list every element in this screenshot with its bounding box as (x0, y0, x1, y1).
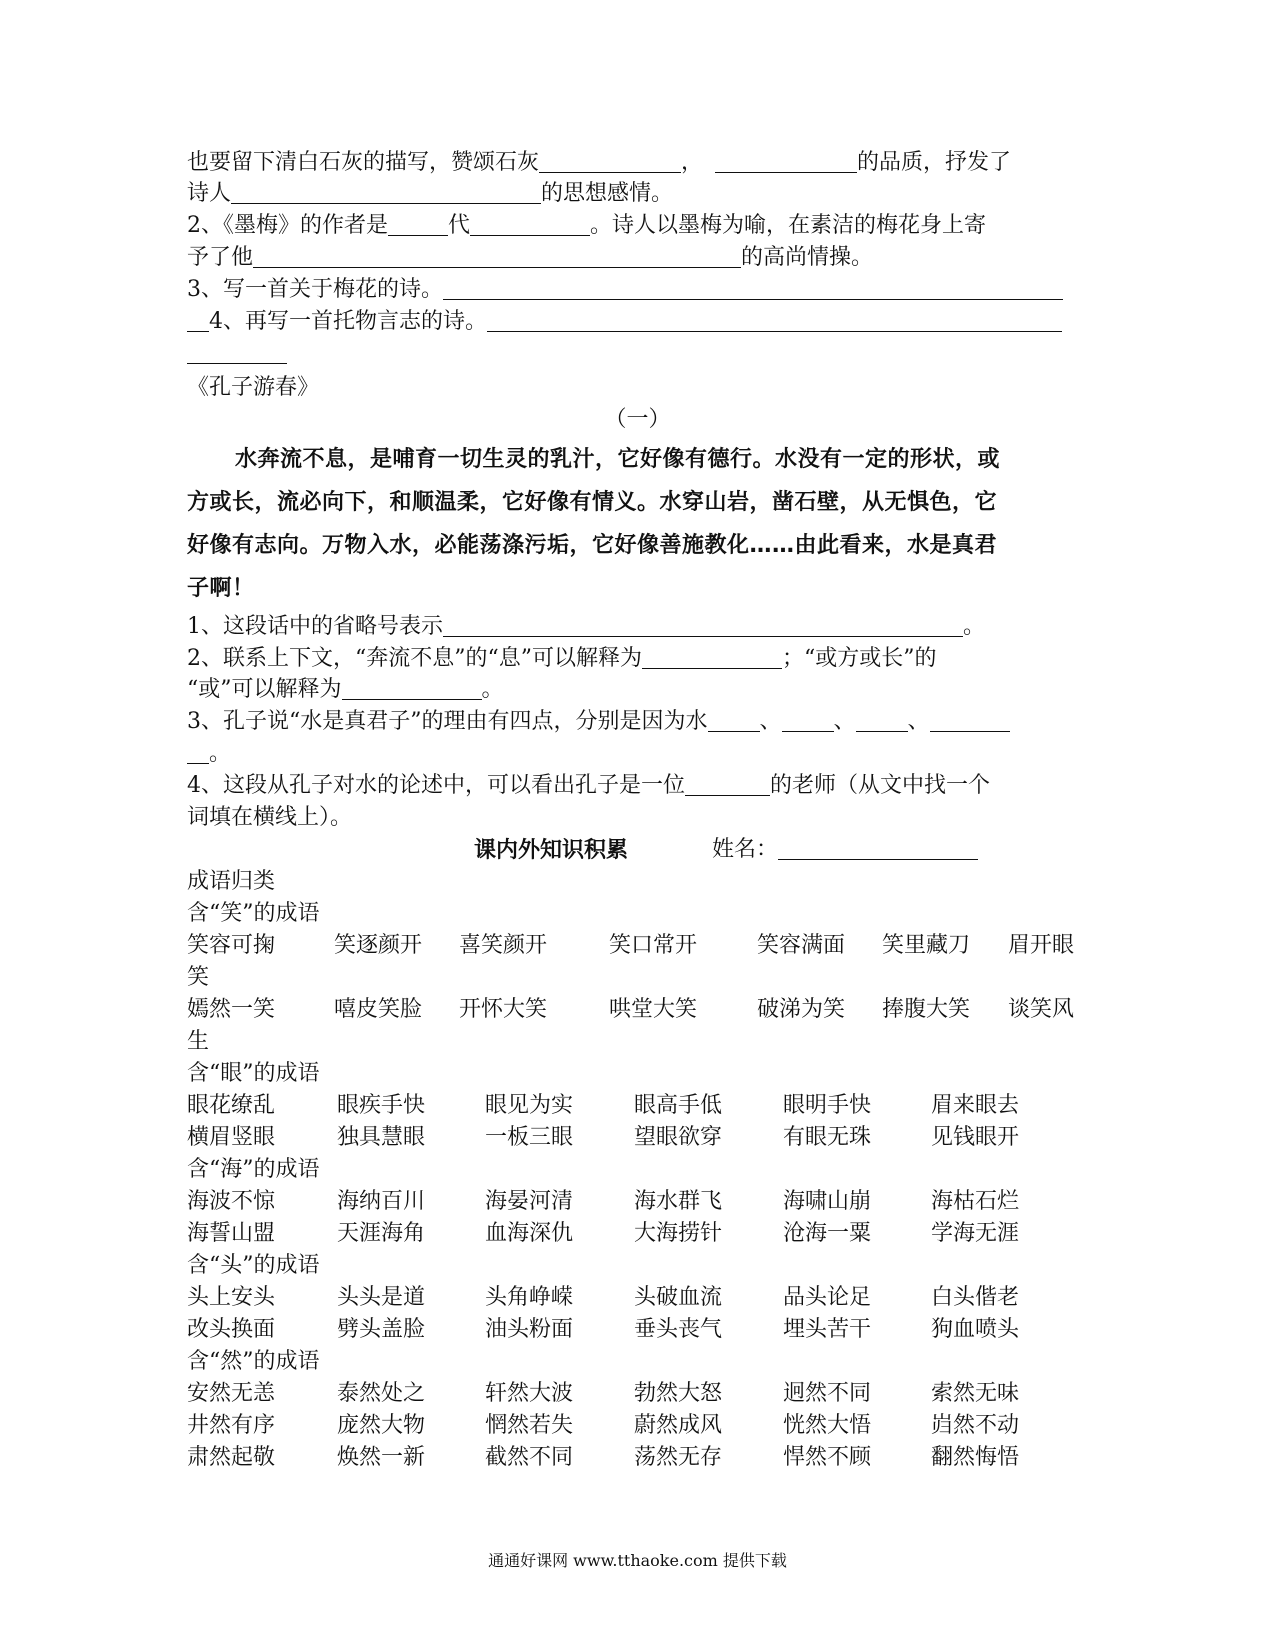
idiom-item: 眼疾手快 (337, 1093, 426, 1118)
poem-line-4 (187, 244, 1087, 272)
answer-blank[interactable] (487, 309, 1062, 332)
idiom-item: 海水群飞 (634, 1189, 723, 1214)
question-2-cont (187, 676, 1087, 704)
idiom-item: 捧腹大笑 (882, 997, 971, 1022)
idiom-item: 悍然不顾 (783, 1445, 872, 1470)
question-3-cont (187, 740, 1087, 768)
answer-blank[interactable] (253, 245, 741, 268)
idiom-item: 轩然大波 (485, 1381, 574, 1406)
answer-blank[interactable] (443, 614, 963, 637)
category-label: 成语归类 (187, 869, 276, 894)
text: 。 (963, 614, 986, 639)
idiom-item: 有眼无珠 (783, 1125, 872, 1150)
idiom-item: 海誓山盟 (187, 1221, 276, 1246)
idiom-item: 肃然起敬 (187, 1445, 276, 1470)
poem-line-1 (187, 149, 1087, 177)
knowledge-title: 课内外知识积累 (474, 837, 629, 863)
answer-blank[interactable] (342, 677, 482, 700)
idiom-item: 眉来眼去 (931, 1093, 1020, 1118)
question-1 (187, 613, 1087, 641)
idiom-item: 迥然不同 (783, 1381, 872, 1406)
name-label: 姓名： (712, 837, 779, 862)
idiom-item: 索然无味 (931, 1381, 1020, 1406)
idiom-item: 学海无涯 (931, 1221, 1020, 1246)
idiom-item: 安然无恙 (187, 1381, 276, 1406)
text: 代 (448, 213, 471, 238)
answer-blank[interactable] (187, 341, 287, 364)
idiom-item: 惘然若失 (485, 1413, 574, 1438)
idiom-item: 荡然无存 (634, 1445, 723, 1470)
poem-line-5 (187, 276, 1087, 304)
idiom-item: 改头换面 (187, 1317, 276, 1342)
idiom-item: 岿然不动 (931, 1413, 1020, 1438)
idiom-item: 谈笑风 (1008, 997, 1075, 1022)
text: 。 (209, 741, 232, 766)
idiom-item: 独具慧眼 (337, 1125, 426, 1150)
answer-blank[interactable] (685, 773, 770, 796)
text: 也要留下清白石灰的描写，赞颂石灰 (187, 150, 540, 175)
text: 、 (833, 709, 856, 734)
idiom-item: 蔚然成风 (634, 1413, 723, 1438)
text: 予了他 (187, 245, 254, 270)
idiom-item: 白头偕老 (931, 1285, 1020, 1310)
text: 的思想感情。 (541, 181, 674, 206)
text: ；“或方或长”的 (782, 646, 937, 671)
idiom-item: 见钱眼开 (931, 1125, 1020, 1150)
part-number: （一） (604, 407, 671, 432)
idiom-item: 开怀大笑 (459, 997, 548, 1022)
idiom-item: 庞然大物 (337, 1413, 426, 1438)
idiom-item: 恍然大悟 (783, 1413, 872, 1438)
idiom-item: 劈头盖脸 (337, 1317, 426, 1342)
name-blank[interactable] (778, 837, 978, 860)
answer-blank[interactable] (470, 213, 590, 236)
idiom-item: 眼花缭乱 (187, 1093, 276, 1118)
idiom-item: 海枯石烂 (931, 1189, 1020, 1214)
answer-blank[interactable] (187, 309, 209, 332)
text: 4、再写一首托物言志的诗。 (209, 309, 487, 334)
idiom-item: 沧海一粟 (783, 1221, 872, 1246)
text: 3、写一首关于梅花的诗。 (187, 277, 443, 302)
answer-blank[interactable] (231, 181, 541, 204)
answer-blank[interactable] (642, 646, 782, 669)
poem-line-6 (187, 308, 1087, 336)
text: ， (681, 150, 704, 175)
text: 2、《墨梅》的作者是 (187, 213, 388, 238)
section-title: 《孔子游春》 (187, 375, 320, 400)
idiom-item: 品头论足 (783, 1285, 872, 1310)
question-4 (187, 772, 1087, 800)
question-3 (187, 708, 1087, 736)
idiom-item: 喜笑颜开 (459, 933, 548, 958)
idiom-item: 血海深仇 (485, 1221, 574, 1246)
answer-blank[interactable] (856, 709, 908, 732)
idiom-item: 笑逐颜开 (334, 933, 423, 958)
group-heading: 含“海”的成语 (187, 1157, 320, 1182)
text: 的高尚情操。 (741, 245, 874, 270)
idiom-item: 海晏河清 (485, 1189, 574, 1214)
text: 诗人 (187, 181, 232, 206)
question-2 (187, 645, 1087, 673)
group-heading: 含“头”的成语 (187, 1253, 320, 1278)
idiom-item: 横眉竖眼 (187, 1125, 276, 1150)
answer-blank[interactable] (715, 150, 857, 173)
idiom-item: 头角峥嵘 (485, 1285, 574, 1310)
group-heading: 含“然”的成语 (187, 1349, 320, 1374)
idiom-item: 垂头丧气 (634, 1317, 723, 1342)
idiom-item: 眼高手低 (634, 1093, 723, 1118)
idiom-item: 笑容可掬 (187, 933, 276, 958)
answer-blank[interactable] (930, 709, 1010, 732)
idiom-item: 眼见为实 (485, 1093, 574, 1118)
text: 2、联系上下文，“奔流不息”的“息”可以解释为 (187, 646, 642, 671)
answer-blank[interactable] (708, 709, 760, 732)
idiom-item: 头头是道 (337, 1285, 426, 1310)
idiom-item: 海纳百川 (337, 1189, 426, 1214)
idiom-item: 哄堂大笑 (609, 997, 698, 1022)
answer-blank[interactable] (443, 277, 1063, 300)
idiom-item: 笑口常开 (609, 933, 698, 958)
idiom-item: 埋头苦干 (783, 1317, 872, 1342)
text: 、 (759, 709, 782, 734)
answer-blank[interactable] (539, 150, 681, 173)
group-heading: 含“眼”的成语 (187, 1061, 320, 1086)
idiom-item: 油头粉面 (485, 1317, 574, 1342)
group-heading: 含“笑”的成语 (187, 901, 320, 926)
idiom-item: 海波不惊 (187, 1189, 276, 1214)
idiom-item: 头破血流 (634, 1285, 723, 1310)
answer-blank[interactable] (388, 213, 448, 236)
text: 4、这段从孔子对水的论述中，可以看出孔子是一位 (187, 773, 685, 798)
passage-line-3: 好像有志向。万物入水，必能荡涤污垢，它好像善施教化……由此看来，水是真君 (187, 533, 998, 558)
name-row (712, 836, 1012, 864)
passage-line-1: 水奔流不息，是哺育一切生灵的乳汁，它好像有德行。水没有一定的形状，或 (235, 447, 1001, 472)
idiom-item: 嘻皮笑脸 (334, 997, 423, 1022)
idiom-item: 头上安头 (187, 1285, 276, 1310)
text: 的品质，抒发了 (857, 150, 1012, 175)
text: “或”可以解释为 (187, 677, 342, 702)
idiom-item: 眼明手快 (783, 1093, 872, 1118)
idiom-item: 笑里藏刀 (882, 933, 971, 958)
text: 3、孔子说“水是真君子”的理由有四点，分别是因为水 (187, 709, 708, 734)
text: 1、这段话中的省略号表示 (187, 614, 443, 639)
idiom-item: 截然不同 (485, 1445, 574, 1470)
poem-line-7 (187, 340, 1087, 368)
idiom-item: 大海捞针 (634, 1221, 723, 1246)
passage-line-2: 方或长，流必向下，和顺温柔，它好像有情义。水穿山岩，凿石壁，从无惧色，它 (187, 490, 998, 515)
answer-blank[interactable] (782, 709, 834, 732)
idiom-item: 一板三眼 (485, 1125, 574, 1150)
idiom-item: 焕然一新 (337, 1445, 426, 1470)
idiom-item: 眉开眼 (1008, 933, 1075, 958)
poem-line-2 (187, 180, 1087, 208)
idiom-item: 破涕为笑 (757, 997, 846, 1022)
idiom-item: 笑容满面 (757, 933, 846, 958)
idiom-item: 井然有序 (187, 1413, 276, 1438)
question-4-cont: 词填在横线上）。 (187, 805, 353, 830)
idiom-item: 翻然悔悟 (931, 1445, 1020, 1470)
text: 。 (481, 677, 504, 702)
idiom-item: 生 (187, 1029, 210, 1054)
idiom-item: 笑 (187, 965, 210, 990)
text: 的老师（从文中找一个 (770, 773, 991, 798)
idiom-item: 泰然处之 (337, 1381, 426, 1406)
idiom-item: 海啸山崩 (783, 1189, 872, 1214)
idiom-item: 望眼欲穿 (634, 1125, 723, 1150)
text: 。诗人以墨梅为喻，在素洁的梅花身上寄 (590, 213, 987, 238)
passage-line-4: 子啊！ (187, 576, 255, 601)
answer-blank[interactable] (187, 741, 209, 764)
idiom-item: 嫣然一笑 (187, 997, 276, 1022)
poem-line-3 (187, 212, 1087, 240)
idiom-item: 勃然大怒 (634, 1381, 723, 1406)
idiom-item: 狗血喷头 (931, 1317, 1020, 1342)
footer: 通通好课网 www.tthaoke.com 提供下载 (488, 1551, 787, 1570)
idiom-item: 天涯海角 (337, 1221, 426, 1246)
text: 、 (907, 709, 930, 734)
